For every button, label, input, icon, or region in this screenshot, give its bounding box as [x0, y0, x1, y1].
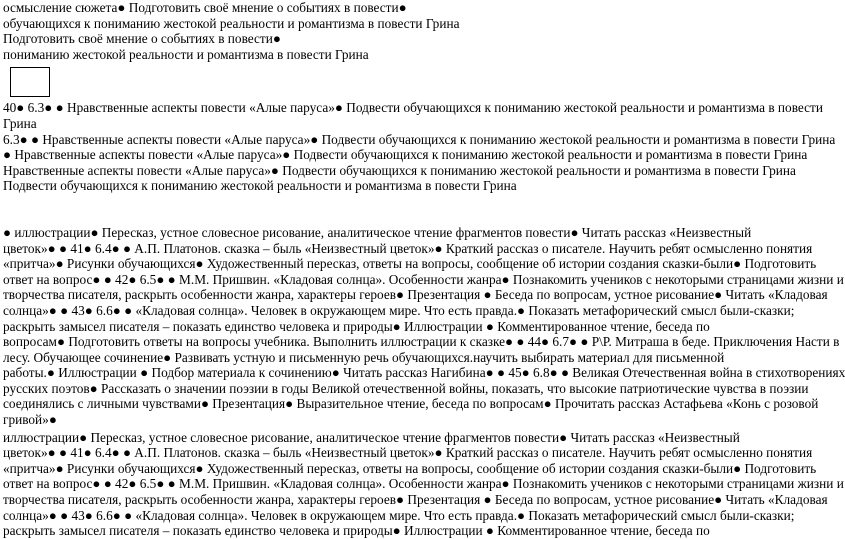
- body-line: «притча»● Рисунки обучающихся● Художественный пересказ, ответы на вопросы, сообщение об истории создания сказки-были● Подготовить: [3, 256, 817, 272]
- body-line: русских поэтов● Рассказать о значении поэзии в годы Великой отечественной войны, показать, что высокие патриотические чувства в поэзии: [3, 380, 809, 396]
- table-line: Нравственные аспекты повести «Алые паруса»● Подвести обучающихся к пониманию жестокой реальности и романтизма в повести Грина: [3, 162, 796, 178]
- body-block-1: [3, 224, 845, 428]
- body-line: солнца»● ● 43● 6.6● ● «Кладовая солнца». Человек в окружающем мире. Что есть правда.● Показать метафорический смысл были-сказки;: [3, 507, 795, 523]
- table-line: Грина: [3, 115, 37, 131]
- body-line: цветок»● ● 41● 6.4● ● А.П. Платонов. сказка – быль «Неизвестный цветок»● Краткий рассказ о писателе. Научить ребят осмысленно понятия: [3, 445, 813, 461]
- body-line: раскрыть замысел писателя – показать единство человека и природы● Иллюстрации ● Комментированное чтение, беседа по: [3, 318, 710, 334]
- body-line: солнца»● ● 43● 6.6● ● «Кладовая солнца». Человек в окружающем мире. Что есть правда.● Показать метафорический смысл были-сказки;: [3, 302, 795, 318]
- body-line: «притча»● Рисунки обучающихся● Художественный пересказ, ответы на вопросы, сообщение об истории создания сказки-были● Подготовить: [3, 460, 817, 476]
- header-line: пониманию жестокой реальности и романтизма в повести Грина: [3, 46, 369, 62]
- body-line: ответ на вопрос● ● 42● 6.5● ● М.М. Пришвин. «Кладовая солнца». Особенности жанра● Познакомить учеников с некоторыми страницами жизни и: [3, 476, 844, 492]
- table-line: Подвести обучающихся к пониманию жестокой реальности и романтизма в повести Грина: [3, 178, 517, 194]
- body-line: вопросам● Подготовить ответы на вопросы учебника. Выполнить иллюстрации к сказке● ● 44● 6.7● ● Р\Р. Митраша в беде. Приключения Насти в: [3, 334, 840, 350]
- body-line: творчества писателя, раскрыть особенности жанра, характеры героев● Презентация ● Беседа по вопросам, устное рисование● Читать «Кладовая: [3, 492, 828, 508]
- header-line: осмысление сюжета● Подготовить своё мнение о событиях в повести●: [3, 0, 407, 15]
- body-line: ответ на вопрос● ● 42● 6.5● ● М.М. Пришвин. «Кладовая солнца». Особенности жанра● Познакомить учеников с некоторыми страницами жизни и: [3, 271, 844, 287]
- body-line: цветок»● ● 41● 6.4● ● А.П. Платонов. сказка – быль «Неизвестный цветок»● Краткий рассказ о писателе. Научить ребят осмысленно понятия: [3, 240, 813, 256]
- table-line: 40● 6.3● ● Нравственные аспекты повести «Алые паруса»● Подвести обучающихся к пониманию жестокой реальности и романтизма в повести: [3, 100, 823, 116]
- body-line: иллюстрации● Пересказ, устное словесное рисование, аналитическое чтение фрагментов повести● Читать рассказ «Неизвестный: [3, 429, 740, 445]
- header-line: Подготовить своё мнение о событиях в повести●: [3, 31, 281, 47]
- body-line: лесу. Обучающее сочинение● Развивать устную и письменную речь обучающихся.научить выбирать материал для письменной: [3, 349, 725, 365]
- spacer: [3, 194, 816, 225]
- header-line: обучающихся к пониманию жестокой реальности и романтизма в повести Грина: [3, 15, 460, 31]
- table-text-block: [3, 100, 836, 194]
- table-line: 6.3● ● Нравственные аспекты повести «Алые паруса»● Подвести обучающихся к пониманию жестокой реальности и романтизма в повести Грина: [3, 131, 836, 147]
- empty-checkbox: [10, 67, 50, 97]
- header-block: [3, 0, 816, 62]
- body-line: работы.● Иллюстрации ● Подбор материала к сочинению● Читать рассказ Нагибина● ● 45● 6.8● ● Великая Отечественная война в стихотворениях: [3, 365, 845, 381]
- body-line: гривой»●: [3, 412, 57, 428]
- body-line: ● иллюстрации● Пересказ, устное словесное рисование, аналитическое чтение фрагментов повести● Читать рассказ «Неизвестный: [3, 224, 752, 240]
- body-block-2: [3, 429, 844, 539]
- body-line: соединялись с личными чувствами● Презентация● Выразительное чтение, беседа по вопросам● Прочитать рассказ Астафьева «Конь с розовой: [3, 396, 819, 412]
- body-line: творчества писателя, раскрыть особенности жанра, характеры героев● Презентация ● Беседа по вопросам, устное рисование● Читать «Кладовая: [3, 287, 828, 303]
- body-line: раскрыть замысел писателя – показать единство человека и природы● Иллюстрации ● Комментированное чтение, беседа по: [3, 523, 710, 539]
- table-line: ● Нравственные аспекты повести «Алые паруса»● Подвести обучающихся к пониманию жестокой реальности и романтизма в повести Грина: [3, 147, 808, 163]
